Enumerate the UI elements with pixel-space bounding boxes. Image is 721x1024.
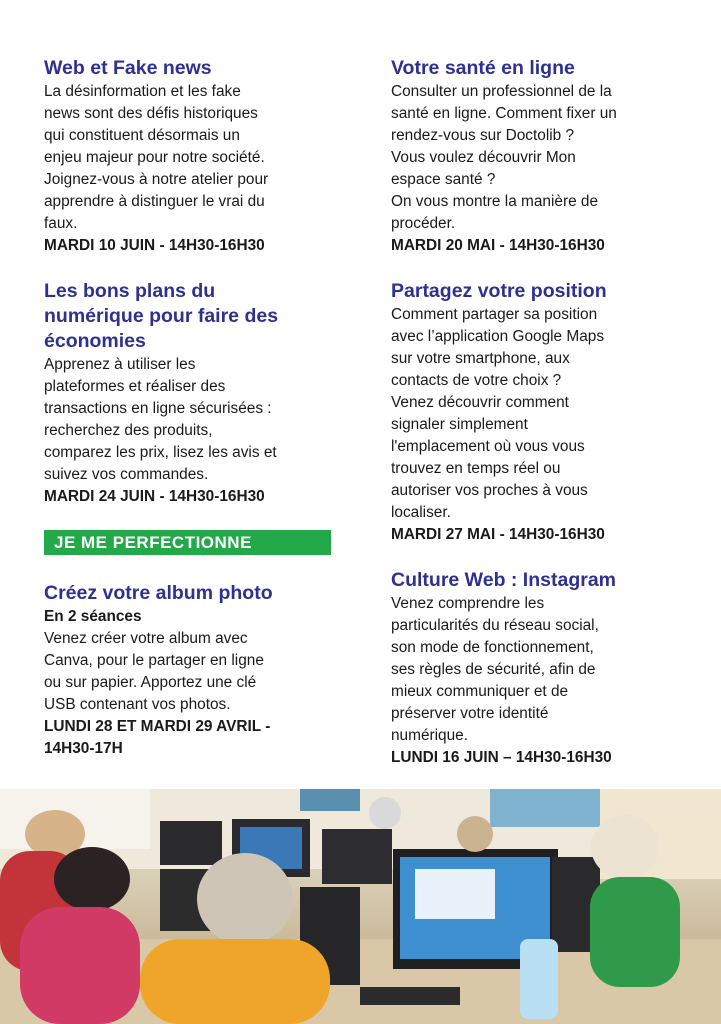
section-date: MARDI 27 MAI - 14H30-16H30 <box>391 526 605 543</box>
section-title: Créez votre album photo <box>44 582 273 604</box>
right-column <box>391 56 691 791</box>
section-body: Venez créer votre album avec Canva, pour le partager en ligne ou sur papier. Apportez une clé USB contenant vos photos. <box>44 630 264 713</box>
section-album-photo <box>44 581 344 760</box>
section-date: LUNDI 28 ET MARDI 29 AVRIL - 14H30-17H <box>44 718 271 757</box>
section-title: Partagez votre position <box>391 280 607 302</box>
section-bons-plans <box>44 279 344 508</box>
section-body: Venez comprendre les particularités du réseau social, son mode de fonctionnement, ses règles de sécurité, afin de mieux communiquer et de préserver votre identité numérique. <box>391 595 599 744</box>
section-date: LUNDI 16 JUIN – 14H30-16H30 <box>391 749 612 766</box>
workshop-photo <box>0 789 721 1024</box>
section-body: La désinformation et les fake news sont des défis historiques qui constituent désormais un enjeu majeur pour notre société. Joignez-vous à notre atelier pour apprendre à distinguer le vrai du faux. <box>44 83 269 232</box>
section-subtitle: En 2 séances <box>44 608 142 625</box>
section-title: Les bons plans du numérique pour faire des économies <box>44 280 279 352</box>
section-body: Apprenez à utiliser les plateformes et réaliser des transactions en ligne sécurisées : recherchez des produits, comparez les prix, lisez les avis et suivez vos commandes. <box>44 356 277 483</box>
section-title: Culture Web : Instagram <box>391 569 617 591</box>
section-position <box>391 279 691 546</box>
workshop-photo-illustration <box>0 789 721 1024</box>
section-sante <box>391 56 691 257</box>
section-date: MARDI 20 MAI - 14H30-16H30 <box>391 237 605 254</box>
section-instagram <box>391 568 691 769</box>
section-title: Web et Fake news <box>44 57 212 79</box>
section-date: MARDI 10 JUIN - 14H30-16H30 <box>44 237 265 254</box>
section-body: Comment partager sa position avec l’application Google Maps sur votre smartphone, aux contacts de votre choix ? Venez découvrir comment signaler simplement l'emplacement où vous vous trouvez en temps réel ou autoriser vos proches à vous localiser. <box>391 306 605 521</box>
section-date: MARDI 24 JUIN - 14H30-16H30 <box>44 488 265 505</box>
section-web-fake-news <box>44 56 344 257</box>
section-body: Consulter un professionnel de la santé en ligne. Comment fixer un rendez-vous sur Doctolib ? Vous voulez découvrir Mon espace santé ? On vous montre la manière de procéder. <box>391 83 617 232</box>
perfectionne-banner: JE ME PERFECTIONNE <box>44 530 331 555</box>
section-title: Votre santé en ligne <box>391 57 575 79</box>
left-column <box>44 56 344 782</box>
